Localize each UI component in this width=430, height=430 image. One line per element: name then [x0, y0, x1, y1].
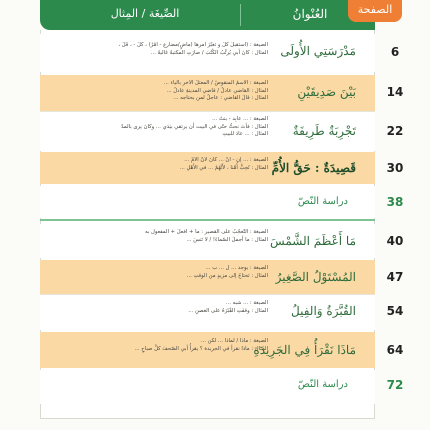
header-form-label: الصِّيغَة / المِثال	[110, 7, 180, 20]
row-example-lines: الصيغة : ماذا / لماذا ... لكن ... المثال : ماذا نقرأ في الجريدة ؟ يقرأُ أبي الصّحفَ كلَّ صباحٍ ...	[134, 338, 268, 352]
row-page-number[interactable]: 40	[386, 234, 404, 248]
row-example-lines: الصيغة : (استقبلَ كلٌّ و تغيّرَ أمرها (ماضٍ/مضارع - أَمْرٌ) ، كلٌّ - ، قَلَّ ، المثال : كانَ أبي يُرتِّبُ الكُتُبَ / صارَتِ المكتبةُ غاليةً ...	[118, 42, 268, 56]
header-page-label: الصفحة	[348, 0, 402, 22]
row-title[interactable]: بَيْنَ صَدِيقَيْنِ	[297, 85, 356, 99]
row-page-number[interactable]: 30	[386, 161, 404, 175]
row-title[interactable]: دراسة النّصّ	[297, 196, 348, 207]
row-page-number[interactable]: 38	[386, 195, 404, 209]
row-example-lines: الصيغة : ... شبه ... المثال : وقفَتِ القُبّرَةُ على الغصنِ ...	[188, 300, 268, 314]
row-title[interactable]: قَصِيدَةٌ : حَقُّ الأُمِّ	[271, 161, 356, 175]
row-page-number[interactable]: 14	[386, 85, 404, 99]
row-title[interactable]: دراسة النّصّ	[297, 379, 348, 390]
row-example-lines: الصيغة : التّعجُّبُ على القصير : ما + أفعلَ + المفعول به المثال : ما أجملَ السّماءَ! / لا تَنسَ ...	[144, 229, 268, 243]
row-page-number[interactable]: 54	[386, 304, 404, 318]
header-title-label: العُنْوانُ	[292, 7, 328, 21]
row-title[interactable]: المُسْتَوْلُ الصَّغِيرُ	[275, 270, 356, 284]
row-title[interactable]: تَجْرِبَةٌ طَرِيفَةٌ	[292, 124, 356, 138]
row-example-lines: الصيغة : ... عابِد - بنتٌ ... المثال : فأتَ نحتُّ حتّى في البيت أن يرتقي بيَدَي ... وكانَ يرى بالمدّ المثال : ... عادَ للبيتِ	[121, 116, 268, 138]
row-example-lines: الصيغة : يوجد ... ل ... ب ... المثال : نَحتاجُ إلى مزيدٍ من الوقتِ ...	[186, 265, 268, 279]
row-page-number[interactable]: 64	[386, 343, 404, 357]
row-title[interactable]: القُبَّرَةُ وَالفِيلُ	[291, 304, 356, 318]
row-page-number[interactable]: 47	[386, 270, 404, 284]
row-page-number[interactable]: 22	[386, 124, 404, 138]
row-example-lines: الصيغة : الاسمُ المنقوصُ / المعتلّ الآخر بالياء ... المثال : القاضي عادلٌ / قاضي المدينةِ عادلٌ ... المثال : قالَ القاضي : عاجلٌ لمن يحتاجه ...	[163, 80, 268, 102]
table-bottom-border	[40, 418, 375, 419]
section-divider	[40, 219, 375, 221]
row-example-lines: الصيغة : ... إن - أنْ ... كانَ لأنّ الأمّ ... المثال : نُحِبُّ أُمَّنا ، لأَنَّهُمْ ... في الأَهْلِ ...	[179, 157, 268, 171]
row-title[interactable]: مَا أَعْظَمَ الشَّمْسَ	[270, 234, 356, 248]
row-title[interactable]: مَدْرَسَتِي الأُولَى	[280, 44, 356, 58]
row-title[interactable]: مَاذَا نَقْرَأُ فِي الجَرِيدَةِ	[253, 343, 356, 357]
row-page-number[interactable]: 72	[386, 378, 404, 392]
row-page-number[interactable]: 6	[390, 45, 400, 59]
header-divider	[240, 4, 241, 26]
